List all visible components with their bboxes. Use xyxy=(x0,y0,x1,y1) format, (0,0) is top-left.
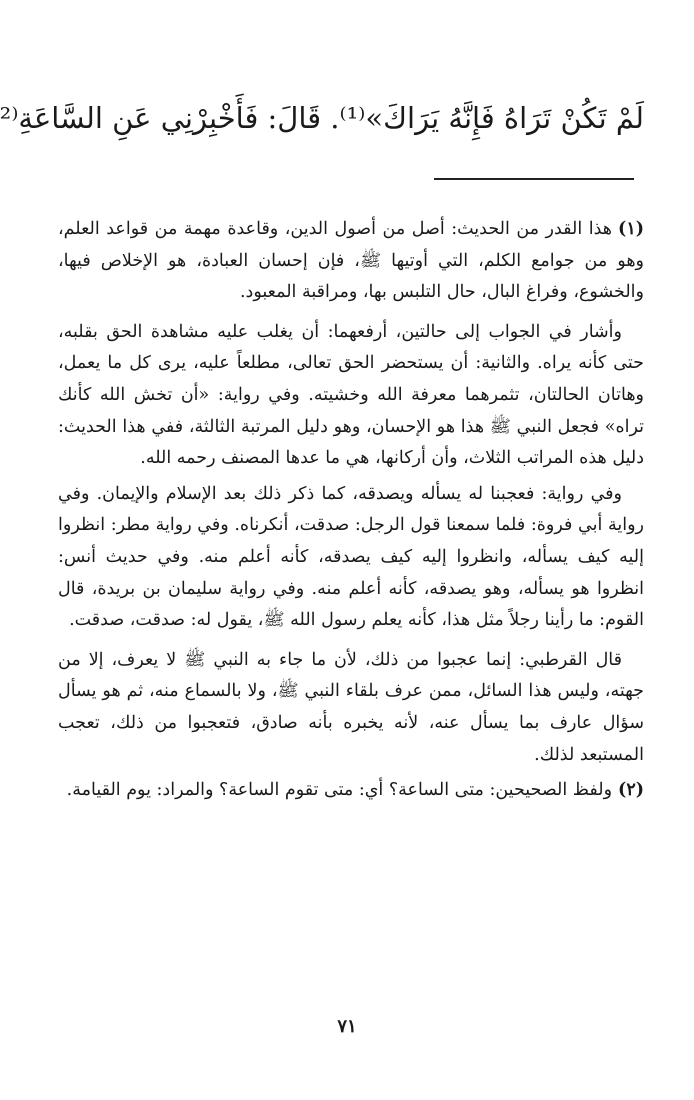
hadith-main-text: لَمْ تَكُنْ تَرَاهُ فَإِنَّهُ يَرَاكَ»⁽¹⁾. قَالَ: فَأَخْبِرْنِي عَنِ السَّاعَةِ⁽² xyxy=(0,101,644,135)
footnote-1-paragraph-1 xyxy=(58,214,644,309)
footnote-2-paragraph-1 xyxy=(58,775,644,807)
footnotes xyxy=(58,214,644,807)
footnote-1-paragraph-2: وأشار في الجواب إلى حالتين، أرفعهما: أن يغلب عليه مشاهدة الحق بقلبه، حتى كأنه يراه. والثانية: أن يستحضر الحق تعالى، مطلعاً عليه، يرى كل ما يعمل، وهاتان الحالتان، تثمرهما معرفة الله وخشيته. وفي رواية: «أن تخش الله كأنك تراه» فجعل النبي ﷺ هذا هو الإحسان، وهو دليل المرتبة الثالثة، ففي هذا الحديث: دليل هذه المراتب الثلاث، وأن أركانها، هي ما عدها المصنف رحمه الله. xyxy=(58,321,644,469)
footnote-2-text-1: ولفظ الصحيحين: متى الساعة؟ أي: متى تقوم الساعة؟ والمراد: يوم القيامة. xyxy=(66,780,613,801)
footnote-1-number: (١) xyxy=(618,219,644,239)
footnote-1-paragraph-3: وفي رواية: فعجبنا له يسأله ويصدقه، كما ذكر ذلك بعد الإسلام والإيمان. وفي رواية أبي فروة: فلما سمعنا قول الرجل: صدقت، أنكرناه. وفي رواية مطر: انظروا إليه كيف يسأله، وانظروا إليه كيف يصدقه، كأنه أعلم منه. وفي حديث أنس: انظروا هو يسأله، وهو يصدقه، كأنه أعلم منه. وفي رواية سليمان بن بريدة، قال القوم: ما رأينا رجلاً مثل هذا، كأنه يعلم رسول الله ﷺ، يقول له: صدقت، صدقت. xyxy=(58,483,644,631)
page-number: ٧١ xyxy=(337,1016,357,1037)
footnote-separator xyxy=(434,178,634,180)
footnote-1-text-1: هذا القدر من الحديث: أصل من أصول الدين، وقاعدة مهمة من قواعد العلم، وهو من جوامع الكلم، التي أوتيها ﷺ، فإن إحسان العبادة، هو الإخلاص فيها، والخشوع، وفراغ البال، حال التلبس بها، ومراقبة المعبود. xyxy=(58,219,644,303)
footnote-1-paragraph-4: قال القرطبي: إنما عجبوا من ذلك، لأن ما جاء به النبي ﷺ لا يعرف، إلا من جهته، وليس هذا السائل، ممن عرف بلقاء النبي ﷺ، ولا بالسماع منه، ثم هو يسأل سؤال عارف بما يسأل عنه، لأنه يخبره بأنه صادق، فتعجبوا من ذلك، تعجب المستبعد لذلك. xyxy=(58,649,644,765)
footnote-2-number: (٢) xyxy=(618,780,644,801)
